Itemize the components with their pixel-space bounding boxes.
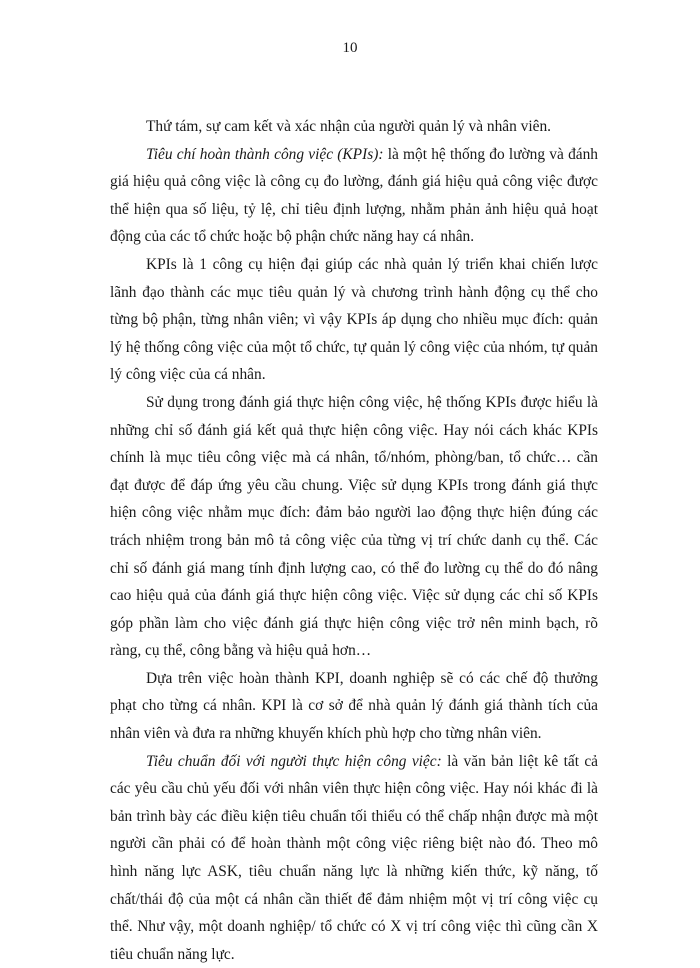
paragraph-kpi-usage	[110, 389, 598, 665]
paragraph-kpi-rewards	[110, 665, 598, 748]
paragraph-text: là một hệ thống đo lường và đánh giá hiệu quả công việc là công cụ đo lường, đánh giá hiệu quả công việc được thể hiện qua số liệu, tỷ lệ, chỉ tiêu định lượng, nhằm phản ảnh hiệu quả hoạt động của các tổ chức hoặc bộ phận chức năng hay cá nhân.	[110, 145, 598, 246]
paragraph-text: Dựa trên việc hoàn thành KPI, doanh nghiệp sẽ có các chế độ thưởng phạt cho từng cá nhân. KPI là cơ sở để nhà quản lý đánh giá thành tích của nhân viên và đưa ra những khuyến khích phù hợp cho từng nhân viên.	[110, 669, 598, 743]
paragraph-text: Sử dụng trong đánh giá thực hiện công việc, hệ thống KPIs được hiểu là những chỉ số đánh giá kết quả thực hiện công việc. Hay nói cách khác KPIs chính là mục tiêu công việc mà cá nhân, tổ/nhóm, phòng/ban, tổ chức… cần đạt được để đáp ứng yêu cầu chung. Việc sử dụng KPIs trong đánh giá thực hiện công việc nhằm mục đích: đảm bảo người lao động thực hiện đúng các trách nhiệm trong bản mô tả công việc của từng vị trí chức danh cụ thể. Các chỉ số đánh giá mang tính định lượng cao, có thể đo lường cụ thể do đó nâng cao hiệu quả của đánh giá thực hiện công việc. Việc sử dụng các chỉ số KPIs góp phần làm cho việc đánh giá thực hiện công việc trở nên minh bạch, rõ ràng, cụ thể, công bằng và hiệu quả hơn…	[110, 393, 598, 660]
document-body	[110, 113, 598, 968]
paragraph-text: Thứ tám, sự cam kết và xác nhận của người quản lý và nhân viên.	[146, 118, 551, 135]
paragraph-kpi-tool	[110, 251, 598, 389]
paragraph-text: là văn bản liệt kê tất cả các yêu cầu chủ yếu đối với nhân viên thực hiện công việc. Hay nói khác đi là bản trình bày các điều kiện tiêu chuẩn tối thiểu có thể chấp nhận được mà một người cần phải có để hoàn thành một công việc riêng biệt nào đó. Theo mô hình năng lực ASK, tiêu chuẩn năng lực là những kiến thức, kỹ năng, tố chất/thái độ của một cá nhân cần thiết để đảm nhiệm một vị trí công việc cụ thể. Như vậy, một doanh nghiệp/ tổ chức có X vị trí công việc thì cũng cần X tiêu chuẩn năng lực.	[110, 752, 598, 963]
paragraph-job-standards	[110, 748, 598, 968]
paragraph-commitment	[110, 113, 598, 141]
page-number: 10	[342, 40, 358, 56]
paragraph-text: KPIs là 1 công cụ hiện đại giúp các nhà quản lý triển khai chiến lược lãnh đạo thành các mục tiêu quản lý và chương trình hành động cụ thể cho từng bộ phận, từng nhân viên; vì vậy KPIs áp dụng cho nhiều mục đích: quản lý hệ thống công việc của một tổ chức, tự quản lý công việc của nhóm, tự quản lý công việc của cá nhân.	[110, 255, 598, 384]
paragraph-kpi-definition	[110, 141, 598, 251]
term-kpis: Tiêu chí hoàn thành công việc (KPIs):	[146, 145, 384, 163]
term-job-standards: Tiêu chuẩn đối với người thực hiện công việc:	[146, 752, 442, 770]
